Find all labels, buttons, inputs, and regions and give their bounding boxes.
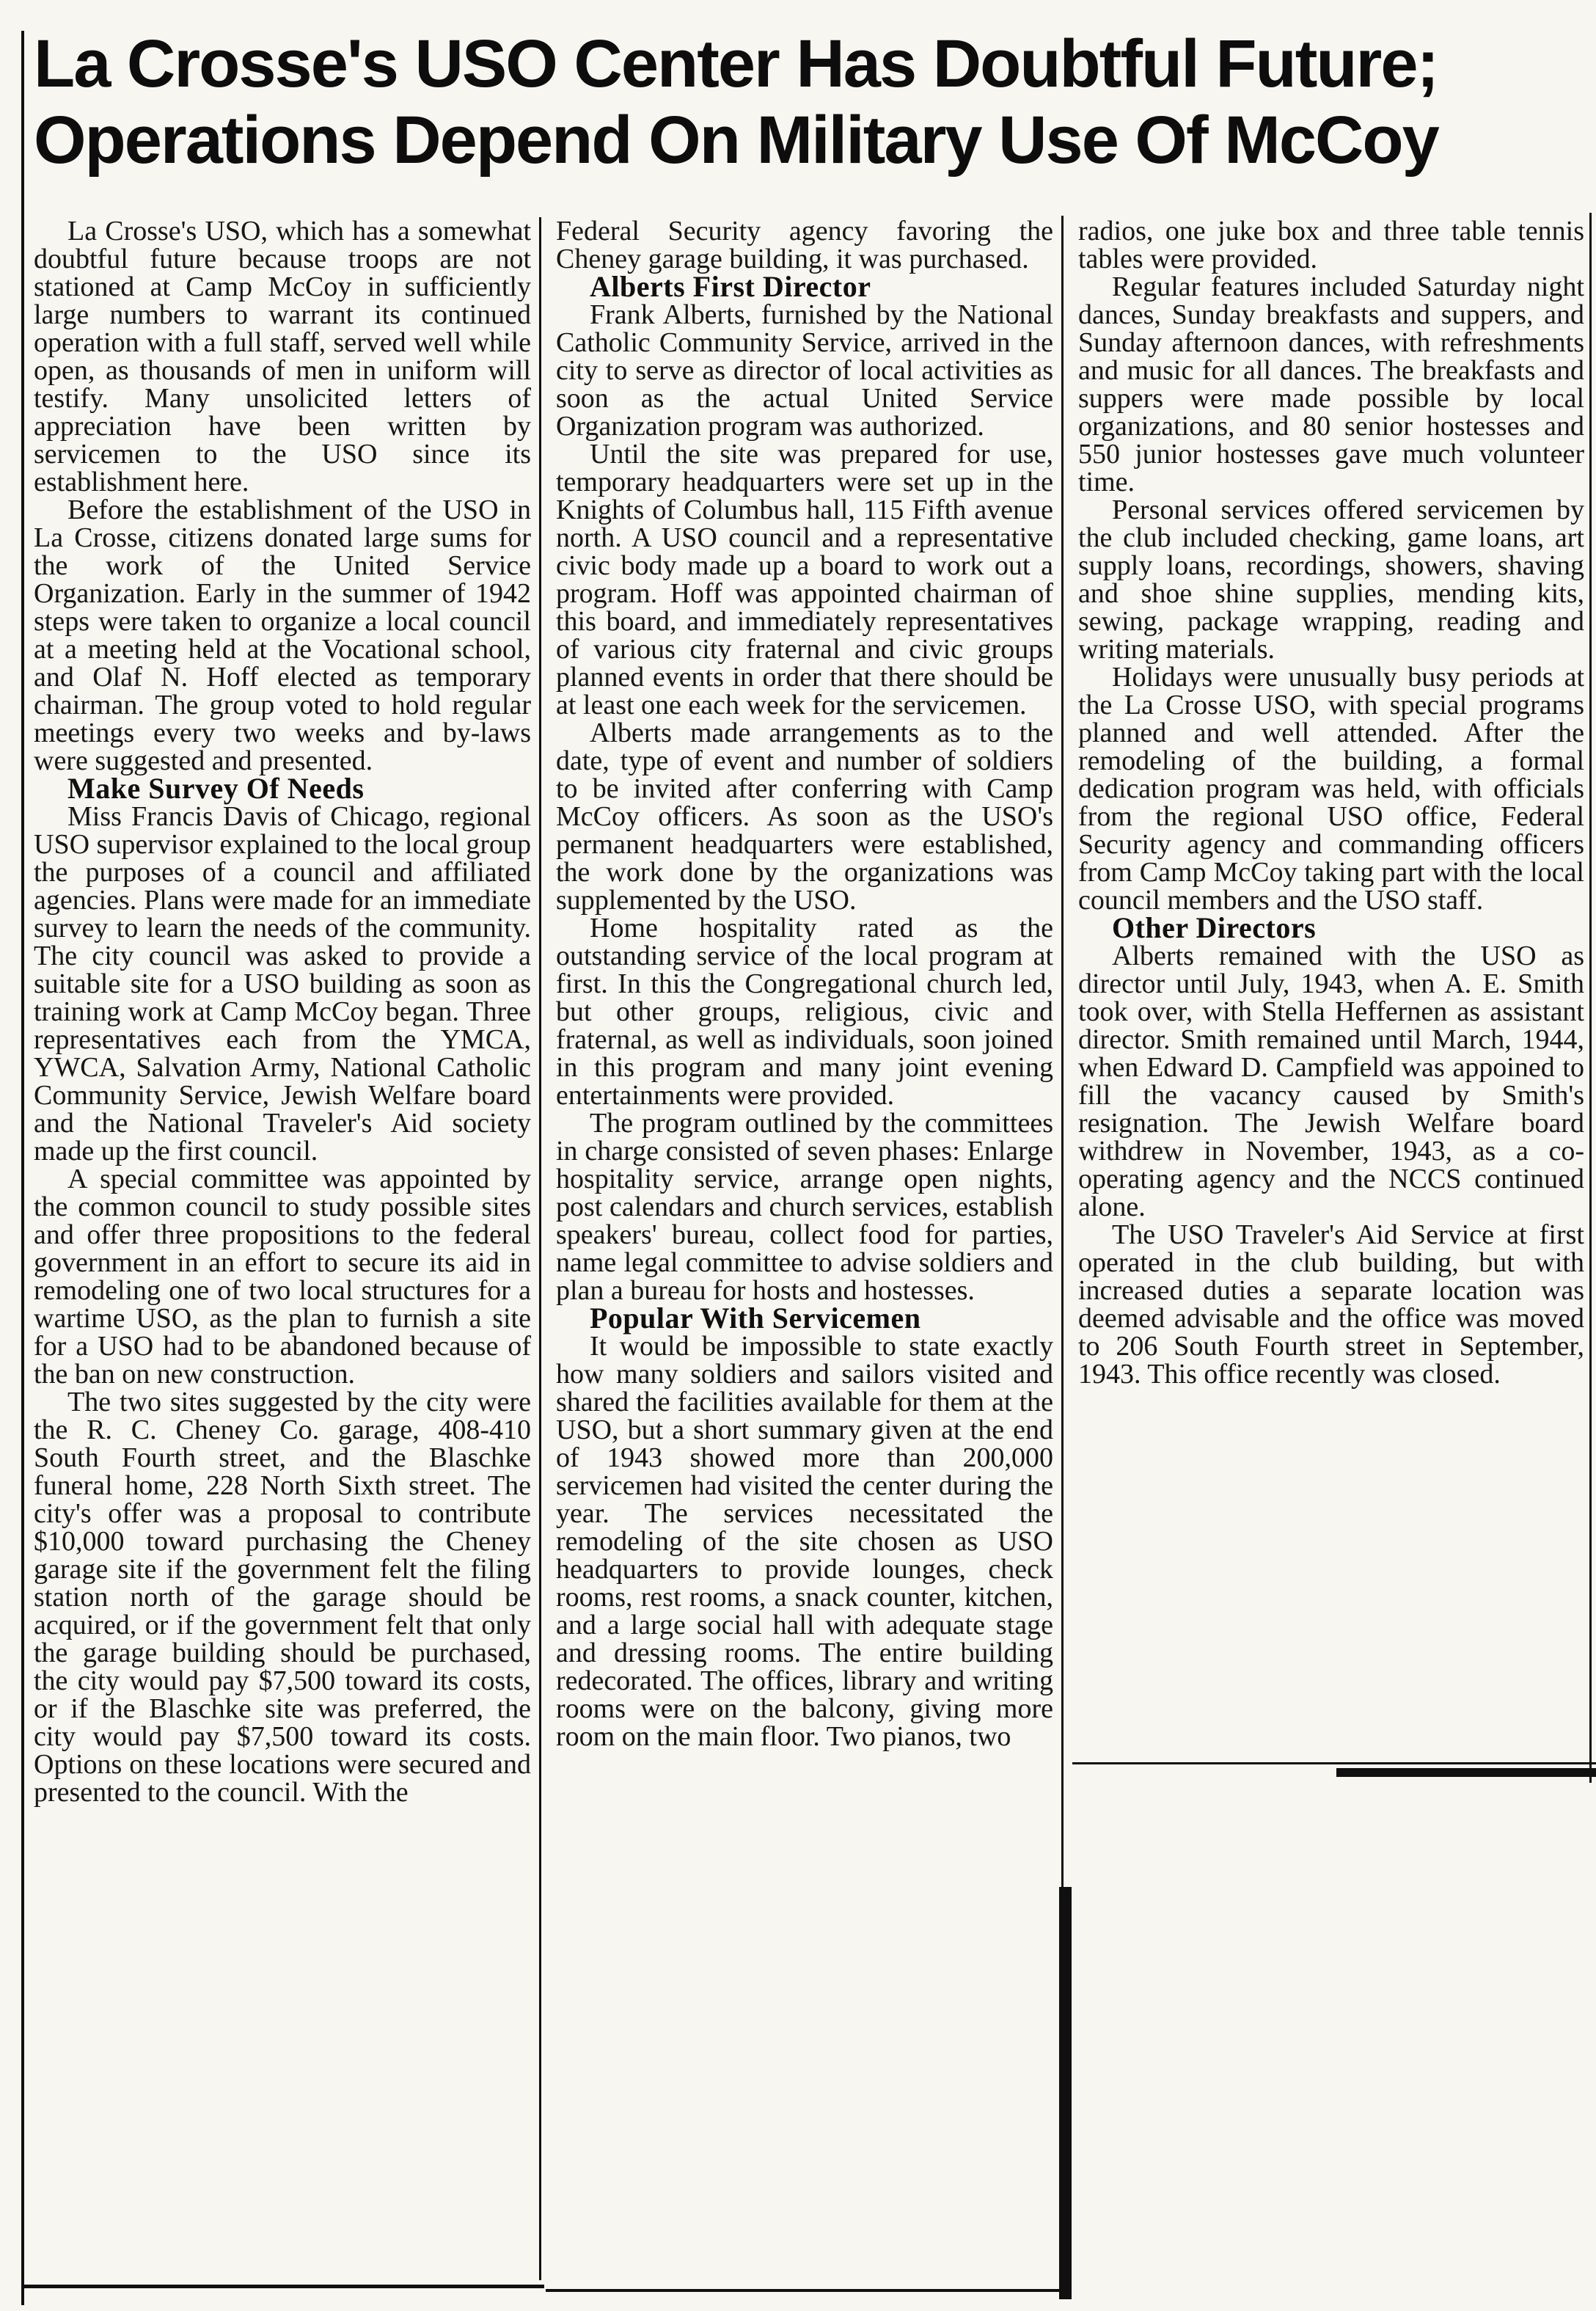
column-divider-thick-bar — [1059, 1887, 1072, 2299]
paragraph: The program outlined by the committees in charge consisted of seven phases: Enlarge hospitality service, arrange open nights, post calendars and church services, establish speakers' bureau, collect food for parties, name legal committee to advise soldiers and plan a bureau for hosts and hostesses. — [556, 1108, 1053, 1306]
paragraph: The USO Traveler's Aid Service at first operated in the club building, but with increased duties a separate location was deemed advisable and the office was moved to 206 South Fourth street in September, 1943. This office recently was closed. — [1078, 1219, 1584, 1390]
section-subhead: Other Directors — [1112, 911, 1317, 944]
paragraph: A special committee was appointed by the common council to study possible sites and offer three propositions to the federal government in an effort to secure its aid in remodeling one of two local structures for a wartime USO, as the plan to furnish a site for a USO had to be abandoned because of the ban on new construction. — [34, 1164, 531, 1390]
article-column-1 — [34, 217, 531, 2283]
article-column-2 — [556, 217, 1053, 2288]
headline-line-2: Operations Depend On Military Use Of McCoy — [34, 102, 1438, 178]
paragraph: Until the site was prepared for use, temporary headquarters were set up in the Knights of Columbus hall, 115 Fifth avenue north. A USO council and a representative civic body made up a board to work out a program. Hoff was appointed chairman of this board, and immediately representatives of various city fraternal and civic groups planned events in order that there should be at least one each week for the servicemen. — [556, 439, 1053, 720]
section-subhead: Popular With Servicemen — [590, 1301, 921, 1335]
paragraph: It would be impossible to state exactly how many soldiers and sailors visited and shared the facilities available for them at the USO, but a short summary given at the end of 1943 showed more than 200,000 servicemen had visited the center during the year. The services necessitated the remodeling of the site chosen as USO headquarters to provide lounges, check rooms, rest rooms, a snack counter, kitchen, and a large social hall with adequate stage and dressing rooms. The entire building redecorated. The offices, library and writing rooms were on the balcony, giving more room on the main floor. Two pianos, two — [556, 1331, 1053, 1752]
headline-line-1: La Crosse's USO Center Has Doubtful Future; — [34, 26, 1438, 101]
section-subhead: Make Survey Of Needs — [67, 772, 365, 805]
article-end-rule — [1072, 1762, 1596, 1764]
section-subhead: Alberts First Director — [590, 270, 871, 303]
paragraph: Alberts made arrangements as to the date, type of event and number of soldiers to be invited after conferring with Camp McCoy officers. As soon as the USO's permanent headquarters were established, the work done by the organizations was supplemented by the USO. — [556, 718, 1053, 916]
paragraph-continuation: Federal Security agency favoring the Cheney garage building, it was purchased. — [556, 217, 1053, 274]
column-2-bottom-rule — [546, 2289, 1064, 2292]
paragraph: Alberts remained with the USO as director until July, 1943, when A. E. Smith took over, with Stella Heffernen as assistant director. Smith remained until March, 1944, when Edward D. Campfield was appoined to fill the vacancy caused by Smith's resignation. The Jewish Welfare board withdrew in November, 1943, as a co-operating agency and the NCCS continued alone. — [1078, 941, 1584, 1222]
right-page-border-rule — [1589, 213, 1592, 1783]
article-end-thick-bar — [1336, 1768, 1596, 1777]
article-column-3 — [1078, 217, 1584, 1761]
paragraph: Before the establishment of the USO in La Crosse, citizens donated large sums for the work of the United Service Organization. Early in the summer of 1942 steps were taken to organize a local council at a meeting held at the Vocational school, and Olaf N. Hoff elected as temporary chairman. The group voted to hold regular meetings every two weeks and by-laws were suggested and presented. — [34, 494, 531, 776]
column-1-bottom-rule — [22, 2285, 544, 2288]
paragraph: Regular features included Saturday night dances, Sunday breakfasts and suppers, and Sunday afternoon dances, with refreshments and music for all dances. The breakfasts and suppers were made possible by local organizations, and 80 senior hostesses and 550 junior hostesses gave much volunteer time. — [1078, 271, 1584, 497]
article-headline — [34, 26, 1586, 179]
paragraph: Frank Alberts, furnished by the National Catholic Community Service, arrived in the city to serve as director of local activities as soon as the actual United Service Organization program was authorized. — [556, 299, 1053, 442]
paragraph: Holidays were unusually busy periods at the La Crosse USO, with special programs planned and well attended. After the remodeling of the building, a formal dedication program was held, with officials from the regional USO office, Federal Security agency and commanding officers from Camp McCoy taking part with the local council members and the USO staff. — [1078, 662, 1584, 916]
column-divider-rule-1 — [539, 217, 541, 2280]
paragraph: Home hospitality rated as the outstanding service of the local program at first. In this the Congregational church led, but other groups, religious, civic and fraternal, as well as individuals, soon joined in this program and many joint evening entertainments were provided. — [556, 913, 1053, 1111]
paragraph: Miss Francis Davis of Chicago, regional USO supervisor explained to the local group the purposes of a council and affiliated agencies. Plans were made for an immediate survey to learn the needs of the community. The city council was asked to provide a suitable site for a USO building as soon as training work at Camp McCoy began. Three representatives each from the YMCA, YWCA, Salvation Army, National Catholic Community Service, Jewish Welfare board and the National Traveler's Aid society made up the first council. — [34, 801, 531, 1167]
paragraph: The two sites suggested by the city were the R. C. Cheney Co. garage, 408-410 South Fourth street, and the Blaschke funeral home, 228 North Sixth street. The city's offer was a proposal to contribute $10,000 toward purchasing the Cheney garage site if the government felt the filing station north of the garage should be acquired, or if the government felt that only the garage building should be purchased, the city would pay $7,500 toward its costs, or if the Blaschke site was preferred, the city would pay $7,500 toward its costs. Options on these locations were secured and presented to the council. With the — [34, 1387, 531, 1808]
left-page-border-rule — [21, 31, 24, 2305]
paragraph-continuation: radios, one juke box and three table tennis tables were provided. — [1078, 217, 1584, 274]
paragraph: La Crosse's USO, which has a somewhat doubtful future because troops are not stationed at Camp McCoy in sufficiently large numbers to warrant its continued operation with a full staff, served well while open, as thousands of men in uniform will testify. Many unsolicited letters of appreciation have been written by servicemen to the USO since its establishment here. — [34, 217, 531, 497]
paragraph: Personal services offered servicemen by the club included checking, game loans, art supply loans, recordings, showers, shaving and shoe shine supplies, mending kits, sewing, package wrapping, reading and writing materials. — [1078, 494, 1584, 665]
